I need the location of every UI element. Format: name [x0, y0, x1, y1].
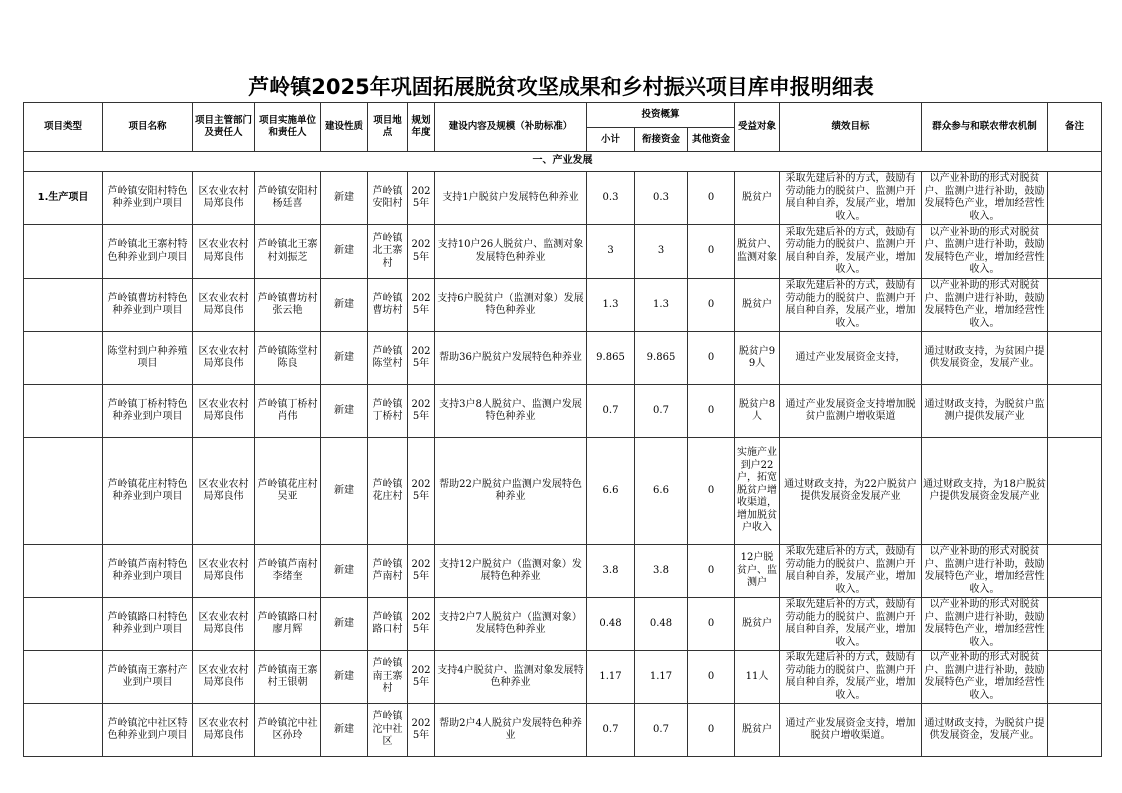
target-cell: 脱贫户: [735, 704, 780, 757]
target-cell: 脱贫户99人: [735, 332, 780, 385]
unit-cell: 芦岭镇丁桥村 肖伟: [255, 385, 321, 438]
header-linked: 衔接资金: [635, 128, 688, 152]
nature-cell: 新建: [321, 279, 368, 332]
unit-cell: 芦岭镇南王寨村王银朝: [255, 651, 321, 704]
place-cell: 芦岭镇芦南村: [368, 545, 408, 598]
place-cell: 芦岭镇南王寨村: [368, 651, 408, 704]
unit-cell: 芦岭镇芦南村李绪奎: [255, 545, 321, 598]
subtotal-cell: 6.6: [587, 438, 635, 545]
unit-cell: 芦岭镇沱中社区孙玲: [255, 704, 321, 757]
type-cell: [24, 651, 103, 704]
nature-cell: 新建: [321, 598, 368, 651]
name-cell: 芦岭镇曹坊村特色种养业到户项目: [103, 279, 193, 332]
mech-cell: 以产业补助的形式对脱贫户、监测户进行补助，鼓励发展特色产业，增加经营性收入。: [922, 172, 1048, 225]
note-cell: [1048, 598, 1102, 651]
other-cell: 0: [688, 279, 735, 332]
subtotal-cell: 3.8: [587, 545, 635, 598]
mech-cell: 通过财政支持，为脱贫户监测户提供发展产业: [922, 385, 1048, 438]
dept-cell: 区农业农村局郑良伟: [193, 385, 255, 438]
mech-cell: 以产业补助的形式对脱贫户、监测户进行补助，鼓励发展特色产业，增加经营性收入。: [922, 651, 1048, 704]
target-cell: 脱贫户: [735, 279, 780, 332]
subtotal-cell: 0.7: [587, 704, 635, 757]
place-cell: 芦岭镇沱中社区: [368, 704, 408, 757]
linked-cell: 6.6: [635, 438, 688, 545]
content-cell: 支持10户26人脱贫户、监测对象发展特色种养业: [435, 225, 587, 279]
name-cell: 芦岭镇沱中社区特色种养业到户项目: [103, 704, 193, 757]
header-unit: 项目实施单位和责任人: [255, 103, 321, 152]
section-label: 一、产业发展: [24, 152, 1102, 172]
subtotal-cell: 1.3: [587, 279, 635, 332]
other-cell: 0: [688, 438, 735, 545]
goal-cell: 采取先建后补的方式，鼓励有劳动能力的脱贫户、监测户开展自种自养，发展产业，增加收入。: [780, 172, 922, 225]
mech-cell: 以产业补助的形式对脱贫户、监测户进行补助，鼓励发展特色产业，增加经营性收入。: [922, 225, 1048, 279]
subtotal-cell: 0.48: [587, 598, 635, 651]
header-invest: 投资概算: [587, 103, 735, 128]
unit-cell: 芦岭镇安阳村 杨廷喜: [255, 172, 321, 225]
dept-cell: 区农业农村局郑良伟: [193, 598, 255, 651]
year-cell: 2025年: [408, 279, 435, 332]
header-subtotal: 小计: [587, 128, 635, 152]
unit-cell: 芦岭镇路口村 廖月辉: [255, 598, 321, 651]
unit-cell: 芦岭镇曹坊村张云艳: [255, 279, 321, 332]
dept-cell: 区农业农村局郑良伟: [193, 332, 255, 385]
year-cell: 2025年: [408, 172, 435, 225]
name-cell: 芦岭镇丁桥村特色种养业到户项目: [103, 385, 193, 438]
table-row: [24, 704, 1102, 757]
type-cell: [24, 385, 103, 438]
goal-cell: 采取先建后补的方式，鼓励有劳动能力的脱贫户、监测户开展自种自养，发展产业，增加收入。: [780, 651, 922, 704]
linked-cell: 0.48: [635, 598, 688, 651]
subtotal-cell: 3: [587, 225, 635, 279]
other-cell: 0: [688, 172, 735, 225]
year-cell: 2025年: [408, 225, 435, 279]
note-cell: [1048, 438, 1102, 545]
name-cell: 芦岭镇花庄村特色种养业到户项目: [103, 438, 193, 545]
place-cell: 芦岭镇安阳村: [368, 172, 408, 225]
linked-cell: 0.7: [635, 704, 688, 757]
type-cell: [24, 438, 103, 545]
other-cell: 0: [688, 598, 735, 651]
year-cell: 2025年: [408, 332, 435, 385]
unit-cell: 芦岭镇北王寨村刘振芝: [255, 225, 321, 279]
mech-cell: 通过财政支持，为18户脱贫户提供发展资金发展产业: [922, 438, 1048, 545]
header-goal: 绩效目标: [780, 103, 922, 152]
type-cell: [24, 332, 103, 385]
note-cell: [1048, 279, 1102, 332]
type-cell: [24, 279, 103, 332]
name-cell: 芦岭镇芦南村特色种养业到户项目: [103, 545, 193, 598]
header-content: 建设内容及规模（补助标准）: [435, 103, 587, 152]
unit-cell: 芦岭镇花庄村吴亚: [255, 438, 321, 545]
page-title: 芦岭镇2025年巩固拓展脱贫攻坚成果和乡村振兴项目库申报明细表: [248, 75, 874, 99]
content-cell: 支持4户脱贫户、监测对象发展特色种养业: [435, 651, 587, 704]
linked-cell: 9.865: [635, 332, 688, 385]
subtotal-cell: 1.17: [587, 651, 635, 704]
subtotal-cell: 0.7: [587, 385, 635, 438]
mech-cell: 以产业补助的形式对脱贫户、监测户进行补助，鼓励发展特色产业，增加经营性收入。: [922, 545, 1048, 598]
subtotal-cell: 9.865: [587, 332, 635, 385]
section-row: [24, 152, 1102, 172]
mech-cell: 以产业补助的形式对脱贫户、监测户进行补助，鼓励发展特色产业，增加经营性收入。: [922, 598, 1048, 651]
name-cell: 芦岭镇安阳村特色种养业到户项目: [103, 172, 193, 225]
place-cell: 芦岭镇路口村: [368, 598, 408, 651]
table-row: [24, 225, 1102, 279]
mech-cell: 通过财政支持，为贫困户提供发展资金，发展产业。: [922, 332, 1048, 385]
subtotal-cell: 0.3: [587, 172, 635, 225]
dept-cell: 区农业农村局郑良伟: [193, 704, 255, 757]
nature-cell: 新建: [321, 545, 368, 598]
year-cell: 2025年: [408, 651, 435, 704]
table-row: [24, 598, 1102, 651]
nature-cell: 新建: [321, 651, 368, 704]
other-cell: 0: [688, 332, 735, 385]
year-cell: 2025年: [408, 545, 435, 598]
nature-cell: 新建: [321, 385, 368, 438]
note-cell: [1048, 704, 1102, 757]
header-note: 备注: [1048, 103, 1102, 152]
table-row: [24, 438, 1102, 545]
target-cell: 脱贫户8人: [735, 385, 780, 438]
note-cell: [1048, 385, 1102, 438]
note-cell: [1048, 651, 1102, 704]
table-row: [24, 332, 1102, 385]
year-cell: 2025年: [408, 598, 435, 651]
header-year: 规划年度: [408, 103, 435, 152]
goal-cell: 采取先建后补的方式，鼓励有劳动能力的脱贫户、监测户开展自种自养，发展产业，增加收入。: [780, 279, 922, 332]
note-cell: [1048, 332, 1102, 385]
place-cell: 芦岭镇丁桥村: [368, 385, 408, 438]
name-cell: 芦岭镇北王寨村特色种养业到户项目: [103, 225, 193, 279]
goal-cell: 采取先建后补的方式，鼓励有劳动能力的脱贫户、监测户开展自种自养，发展产业，增加收入。: [780, 225, 922, 279]
note-cell: [1048, 172, 1102, 225]
linked-cell: 0.7: [635, 385, 688, 438]
header-place: 项目地点: [368, 103, 408, 152]
nature-cell: 新建: [321, 704, 368, 757]
linked-cell: 1.17: [635, 651, 688, 704]
header-dept: 项目主管部门及责任人: [193, 103, 255, 152]
content-cell: 支持6户脱贫户（监测对象）发展特色种养业: [435, 279, 587, 332]
place-cell: 芦岭镇北王寨村: [368, 225, 408, 279]
content-cell: 支持12户脱贫户（监测对象）发展特色种养业: [435, 545, 587, 598]
content-cell: 支持2户7人脱贫户（监测对象）发展特色种养业: [435, 598, 587, 651]
content-cell: 支持3户8人脱贫户、监测户发展特色种养业: [435, 385, 587, 438]
project-table: [23, 102, 1102, 757]
target-cell: 脱贫户: [735, 598, 780, 651]
nature-cell: 新建: [321, 225, 368, 279]
goal-cell: 采取先建后补的方式，鼓励有劳动能力的脱贫户、监测户开展自种自养，发展产业，增加收入。: [780, 545, 922, 598]
type-cell: [24, 704, 103, 757]
type-cell: 1.生产项目: [24, 172, 103, 225]
other-cell: 0: [688, 225, 735, 279]
content-cell: 帮助22户脱贫户监测户发展特色种养业: [435, 438, 587, 545]
linked-cell: 1.3: [635, 279, 688, 332]
type-cell: [24, 545, 103, 598]
table-row: [24, 385, 1102, 438]
header-target: 受益对象: [735, 103, 780, 152]
header-mech: 群众参与和联农带农机制: [922, 103, 1048, 152]
note-cell: [1048, 545, 1102, 598]
dept-cell: 区农业农村局郑良伟: [193, 545, 255, 598]
mech-cell: 以产业补助的形式对脱贫户、监测户进行补助，鼓励发展特色产业，增加经营性收入。: [922, 279, 1048, 332]
other-cell: 0: [688, 704, 735, 757]
dept-cell: 区农业农村局郑良伟: [193, 438, 255, 545]
header-type: 项目类型: [24, 103, 103, 152]
note-cell: [1048, 225, 1102, 279]
name-cell: 芦岭镇路口村特色种养业到户项目: [103, 598, 193, 651]
dept-cell: 区农业农村局郑良伟: [193, 651, 255, 704]
nature-cell: 新建: [321, 438, 368, 545]
name-cell: 陈堂村到户种养殖项目: [103, 332, 193, 385]
dept-cell: 区农业农村局郑良伟: [193, 225, 255, 279]
target-cell: 脱贫户: [735, 172, 780, 225]
header-name: 项目名称: [103, 103, 193, 152]
year-cell: 2025年: [408, 438, 435, 545]
target-cell: 脱贫户、监测对象: [735, 225, 780, 279]
type-cell: [24, 225, 103, 279]
linked-cell: 0.3: [635, 172, 688, 225]
table-row: [24, 651, 1102, 704]
name-cell: 芦岭镇南王寨村产业到户项目: [103, 651, 193, 704]
place-cell: 芦岭镇花庄村: [368, 438, 408, 545]
target-cell: 实施产业到户22户，拓宽脱贫户增收渠道，增加脱贫户收入: [735, 438, 780, 545]
type-cell: [24, 598, 103, 651]
target-cell: 12户脱贫户、监测户: [735, 545, 780, 598]
goal-cell: 通过产业发展资金支持，: [780, 332, 922, 385]
content-cell: 帮助2户4人脱贫户发展特色种养业: [435, 704, 587, 757]
nature-cell: 新建: [321, 332, 368, 385]
mech-cell: 通过财政支持，为脱贫户提供发展资金，发展产业。: [922, 704, 1048, 757]
table-row: [24, 545, 1102, 598]
place-cell: 芦岭镇陈堂村: [368, 332, 408, 385]
content-cell: 支持1户脱贫户发展特色种养业: [435, 172, 587, 225]
target-cell: 11人: [735, 651, 780, 704]
other-cell: 0: [688, 651, 735, 704]
unit-cell: 芦岭镇陈堂村陈良: [255, 332, 321, 385]
place-cell: 芦岭镇曹坊村: [368, 279, 408, 332]
other-cell: 0: [688, 545, 735, 598]
table-row: [24, 279, 1102, 332]
other-cell: 0: [688, 385, 735, 438]
goal-cell: 通过产业发展资金支持，增加脱贫户增收渠道。: [780, 704, 922, 757]
table-row: [24, 172, 1102, 225]
linked-cell: 3: [635, 225, 688, 279]
header-other: 其他资金: [688, 128, 735, 152]
goal-cell: 通过财政支持，为22户脱贫户提供发展资金发展产业: [780, 438, 922, 545]
linked-cell: 3.8: [635, 545, 688, 598]
dept-cell: 区农业农村局郑良伟: [193, 279, 255, 332]
goal-cell: 通过产业发展资金支持增加脱贫户监测户增收渠道: [780, 385, 922, 438]
goal-cell: 采取先建后补的方式，鼓励有劳动能力的脱贫户、监测户开展自种自养，发展产业，增加收入。: [780, 598, 922, 651]
header-row-1: [24, 103, 1102, 128]
year-cell: 2025年: [408, 704, 435, 757]
year-cell: 2025年: [408, 385, 435, 438]
header-nature: 建设性质: [321, 103, 368, 152]
dept-cell: 区农业农村局郑良伟: [193, 172, 255, 225]
content-cell: 帮助36户脱贫户发展特色种养业: [435, 332, 587, 385]
nature-cell: 新建: [321, 172, 368, 225]
